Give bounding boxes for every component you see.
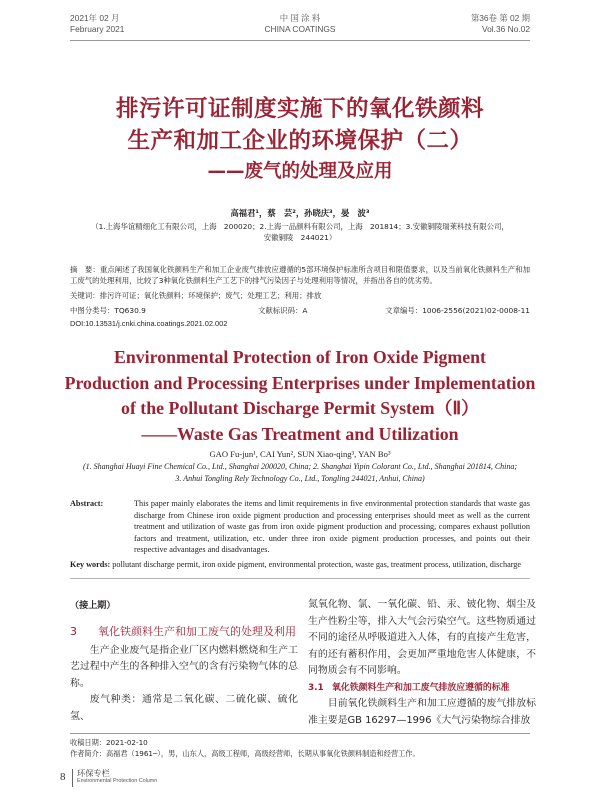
journal-name-cn: 中 国 涂 料 xyxy=(279,13,321,23)
abstract-en-text: This paper mainly elaborates the items and limit requirements in five environmental protection standards that waste gas discharge from Chinese iron oxide pigment production and processing enterprises should meet as well as the current treatment and utilization of waste gas from iron oxide pigment production and processing, compares exhaust pollution factors and treatment, utilization, etc. under three iron oxide pigment production processes, and points out their respective advantages and disadvantages. xyxy=(134,499,530,555)
affiliations-en-line2: 3. Anhui Tongling Rely Technology Co., Ltd., Tongling 244021, Anhui, China) xyxy=(175,473,425,483)
keywords-en-label: Key words: xyxy=(70,560,111,569)
journal-name xyxy=(70,13,530,35)
body-column-right xyxy=(308,597,536,729)
authors-cn: 高福君¹，蔡 芸²，孙晓庆³，晏 波³ xyxy=(230,208,370,218)
clc-number: 中图分类号：TQ630.9 xyxy=(70,306,146,315)
affiliations-en xyxy=(60,461,540,484)
received-date: 收稿日期：2021-02-10 xyxy=(70,738,148,747)
column-name-en: Environmental Protection Column xyxy=(77,778,158,784)
abstract-cn xyxy=(70,264,530,286)
affiliations-cn-line2: 安徽铜陵 244021） xyxy=(263,233,337,242)
body-paragraph: 生产企业废气是指企业厂区内燃料燃烧和生产工艺过程中产生的各种排入空气的含有污染物气体的总称。 xyxy=(70,644,298,689)
keywords-cn xyxy=(70,290,530,301)
authors-en: GAO Fu-jun¹, CAI Yun², SUN Xiao-qing³, YAN Bo³ xyxy=(209,449,391,459)
page-number: 8 xyxy=(60,771,66,783)
volume-issue-en: Vol.36 No.02 xyxy=(482,24,530,34)
keywords-en xyxy=(70,559,530,570)
body-paragraph: 目前氧化铁颜料生产和加工应遵循的废气排放标准主要是GB 16297—1996《大气污染物综合排放 xyxy=(308,697,536,726)
article-notes xyxy=(70,733,530,759)
subsection-title: 氧化铁颜料生产和加工废气排放应遵循的标准 xyxy=(332,682,510,693)
abstract-en xyxy=(70,498,530,556)
affiliations-cn xyxy=(70,221,530,243)
classification-row xyxy=(70,305,530,316)
affiliations-cn-line1: （1.上海华谊精细化工有限公司，上海 200020；2.上海一品颜料有限公司，上海 201814；3.安徽铜陵瑞莱科技有限公司， xyxy=(91,222,509,231)
issue-date-cn: 2021年 02 月 xyxy=(70,13,120,23)
issue-date-en: February 2021 xyxy=(70,24,125,34)
document-code: 文献标识码：A xyxy=(258,306,308,315)
abstract-cn-label: 摘 要： xyxy=(70,265,100,274)
subsection-heading xyxy=(308,680,536,696)
keywords-cn-label: 关键词： xyxy=(70,291,100,300)
abstract-separator xyxy=(70,578,530,579)
section-number: 3 xyxy=(70,625,77,638)
journal-name-en: CHINA COATINGS xyxy=(264,24,336,34)
article-number: 文章编号：1006-2556(2021)02-0008-11 xyxy=(385,306,530,315)
title-en xyxy=(40,345,560,447)
title-cn-line2: 生产和加工企业的环境保护（二） xyxy=(127,128,473,154)
volume-issue xyxy=(471,13,530,35)
body-paragraph: 废气种类：通常是二氧化碳、二硫化碳、硫化氢、 xyxy=(70,694,298,722)
body-column-left xyxy=(70,599,298,725)
section-title: 氧化铁颜料生产和加工废气的处理及利用 xyxy=(98,625,296,638)
title-cn-subtitle: ——废气的处理及应用 xyxy=(207,161,393,182)
page-footer xyxy=(60,766,260,788)
keywords-en-text: pollutant discharge permit, iron oxide pigment, environmental protection, waste gas, treatment process, utilization, discharge xyxy=(112,560,522,569)
doi: DOI:10.13531/j.cnki.china.coatings.2021.02.002 xyxy=(70,319,228,328)
footer-divider xyxy=(72,769,73,787)
body-paragraph: 氮氧化物、氯、一氧化碳、铅、汞、铍化物、烟尘及生产性粉尘等，排入大气会污染空气。这些物质通过不同的途径从呼吸道进入人体，有的直接产生危害，有的还有蓄积作用，会更加严重地危害人体健康，不同物质会有不同影响。 xyxy=(308,599,536,677)
abstract-en-label: Abstract: xyxy=(70,499,104,508)
title-en-line2: Production and Processing Enterprises under Implementation xyxy=(64,372,536,393)
affiliations-en-line1: (1. Shanghai Huayi Fine Chemical Co., Ltd., Shanghai 200020, China; 2. Shanghai Yipin Colorant Co., Ltd., Shanghai 201814, China; xyxy=(82,462,518,471)
running-header xyxy=(70,13,530,43)
title-cn-line1: 排污许可证制度实施下的氧化铁颜料 xyxy=(115,96,484,122)
notes-rule xyxy=(70,733,530,734)
keywords-cn-text: 排污许可证；氧化铁颜料；环境保护；废气；处理工艺；利用；排放 xyxy=(99,291,322,300)
title-en-line1: Environmental Protection of Iron Oxide Pigment xyxy=(114,347,486,367)
volume-issue-cn: 第36卷 第 02 期 xyxy=(470,13,530,23)
subsection-number: 3.1 xyxy=(308,682,324,693)
section-heading xyxy=(70,624,298,641)
title-en-line3: of the Pollutant Discharge Permit System（Ⅱ） xyxy=(121,398,479,418)
title-en-subtitle: ——Waste Gas Treatment and Utilization xyxy=(141,423,459,444)
author-bio: 作者简介：高福君（1961─），男，山东人，高级工程师，高级经营师，长期从事氧化铁颜料制造和经营工作。 xyxy=(70,749,420,758)
column-name-cn: 环保专栏 xyxy=(77,768,110,778)
abstract-cn-text: 重点阐述了我国氧化铁颜料生产和加工企业废气排放应遵循的5部环境保护标准所含项目和限值要求，以及当前氧化铁颜料生产和加工废气的处理利用，比较了3种氧化铁颜料生产工艺下的排气污染因子与处理利用等情况，并指出各自的优劣势。 xyxy=(70,265,530,286)
header-rule xyxy=(70,40,530,41)
continued-note: （接上期） xyxy=(70,601,116,611)
title-cn xyxy=(40,93,560,185)
